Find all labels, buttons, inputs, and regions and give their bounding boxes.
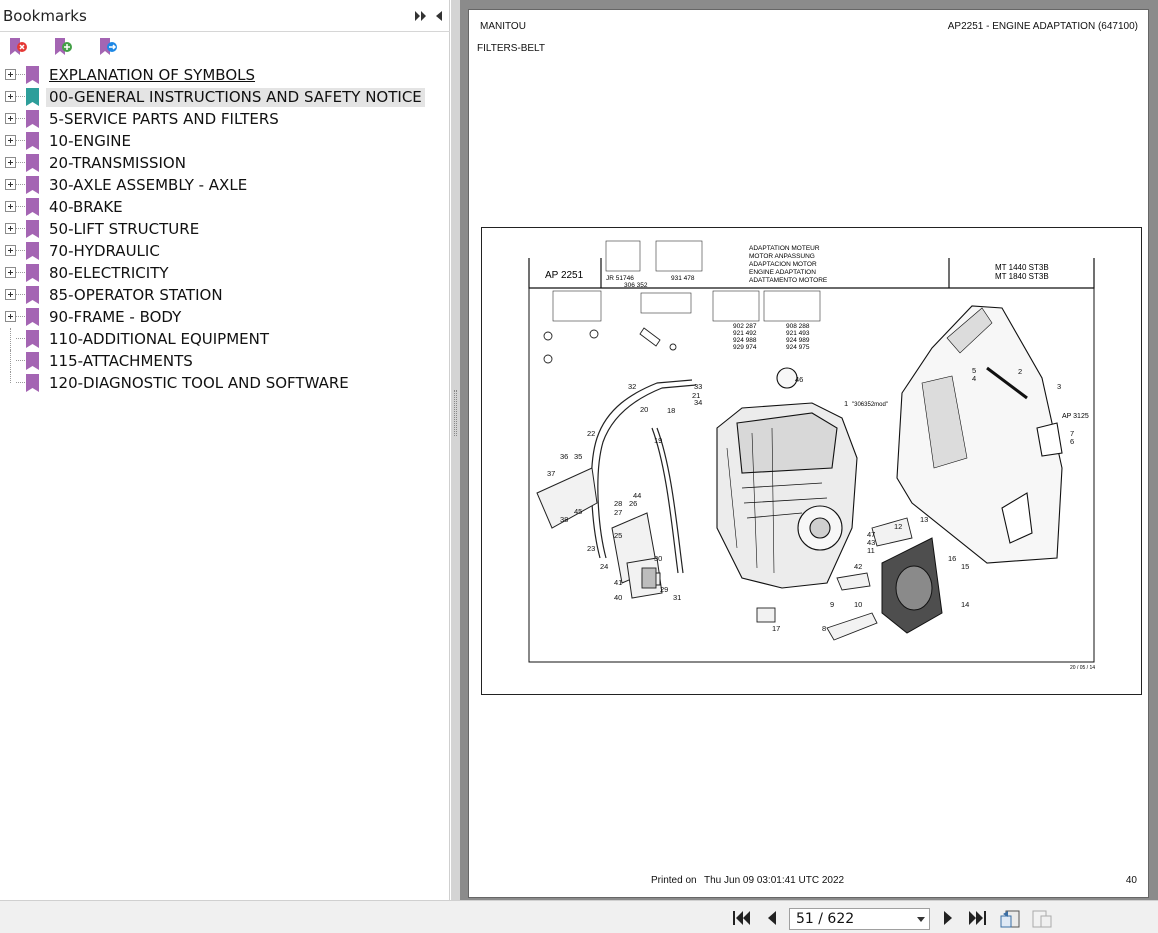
expand-panel-icon[interactable] xyxy=(414,8,428,24)
expand-icon[interactable] xyxy=(5,91,16,102)
last-page-icon[interactable] xyxy=(968,909,988,927)
callout-3: 3 xyxy=(1057,382,1062,391)
goto-bookmark-icon[interactable] xyxy=(97,36,119,58)
tree-line xyxy=(10,350,11,372)
callout-9: 9 xyxy=(830,600,835,609)
bookmark-label[interactable]: 20-TRANSMISSION xyxy=(49,154,186,172)
diagram-serial-b-2: 924 989 xyxy=(786,337,810,344)
diagram-title-3: ENGINE ADAPTATION xyxy=(749,269,816,276)
tree-line xyxy=(16,316,25,317)
bookmarks-toolbar xyxy=(0,33,450,61)
bookmark-item[interactable] xyxy=(0,240,450,262)
bookmark-label[interactable]: 50-LIFT STRUCTURE xyxy=(49,220,200,238)
callout-37: 37 xyxy=(547,469,556,478)
bookmark-item[interactable] xyxy=(0,108,450,130)
callout-18: 18 xyxy=(667,406,676,415)
tree-line xyxy=(16,206,25,207)
bookmark-item[interactable] xyxy=(0,174,450,196)
pdf-page xyxy=(468,9,1149,898)
diagram-serial-a-2: 924 988 xyxy=(733,337,757,344)
callout-47: 47 xyxy=(867,530,876,539)
bookmark-icon xyxy=(26,110,39,128)
bookmark-item[interactable] xyxy=(0,306,450,328)
callout-20: 20 xyxy=(640,405,649,414)
bookmark-item[interactable] xyxy=(0,262,450,284)
diagram-serials-b xyxy=(786,323,810,351)
callout-17: 17 xyxy=(772,624,781,633)
tree-line xyxy=(10,372,11,383)
document-viewer[interactable] xyxy=(460,0,1158,900)
diagram-title-0: ADAPTATION MOTEUR xyxy=(749,245,820,252)
diagram-titles xyxy=(749,245,828,284)
page-number: 40 xyxy=(1125,875,1137,886)
callout-27: 27 xyxy=(614,508,623,517)
diagram-serial-b-3: 924 975 xyxy=(786,344,810,351)
diagram-model-2: MT 1840 ST3B xyxy=(995,272,1049,281)
expand-icon[interactable] xyxy=(5,223,16,234)
tree-line xyxy=(16,382,25,383)
bookmark-item[interactable] xyxy=(0,218,450,240)
bookmark-item[interactable] xyxy=(0,328,450,350)
diagram-serial-a-0: 902 287 xyxy=(733,323,757,330)
expand-icon[interactable] xyxy=(5,135,16,146)
bookmarks-header xyxy=(0,0,450,32)
callout-31: 31 xyxy=(673,593,682,602)
bookmark-icon xyxy=(26,264,39,282)
bookmark-icon xyxy=(26,176,39,194)
diagram-serial-b-1: 921 493 xyxy=(786,330,810,337)
bookmark-item[interactable] xyxy=(0,152,450,174)
bookmark-icon xyxy=(26,242,39,260)
bookmark-icon xyxy=(26,132,39,150)
bookmarks-title: Bookmarks xyxy=(3,7,87,25)
bookmark-tree xyxy=(0,64,450,394)
printed-label: Printed on xyxy=(651,875,697,886)
tree-line xyxy=(16,228,25,229)
diagram-title-2: ADAPTACION MOTOR xyxy=(749,261,817,268)
callout-1: 1 xyxy=(844,399,849,408)
bookmark-label[interactable]: 00-GENERAL INSTRUCTIONS AND SAFETY NOTICE xyxy=(46,88,425,107)
page-indicator: 51 / 622 xyxy=(796,911,855,927)
bookmark-icon xyxy=(26,220,39,238)
callout-10: 10 xyxy=(854,600,863,609)
callout-32: 32 xyxy=(628,382,637,391)
bookmark-icon xyxy=(26,198,39,216)
callout-5: 5 xyxy=(972,366,977,375)
expand-icon[interactable] xyxy=(5,289,16,300)
tree-line xyxy=(16,360,25,361)
callout-42: 42 xyxy=(854,562,863,571)
callout-6: 6 xyxy=(1070,437,1075,446)
callout-26: 26 xyxy=(629,499,638,508)
diagram-title-block xyxy=(529,241,1094,289)
callout-44: 44 xyxy=(633,491,642,500)
collapse-panel-icon[interactable] xyxy=(432,8,446,24)
callout-23: 23 xyxy=(587,544,596,553)
tree-line xyxy=(16,338,25,339)
bookmark-label[interactable]: 85-OPERATOR STATION xyxy=(49,286,223,304)
callout-25: 25 xyxy=(614,531,623,540)
bookmark-label[interactable]: 115-ATTACHMENTS xyxy=(49,352,193,370)
diagram-serial-b-0: 908 288 xyxy=(786,323,810,330)
forward-view-icon[interactable] xyxy=(1031,909,1053,929)
callout-8: 8 xyxy=(822,624,827,633)
next-page-icon[interactable] xyxy=(938,909,958,927)
bookmark-label[interactable]: 110-ADDITIONAL EQUIPMENT xyxy=(49,330,270,348)
tree-line xyxy=(16,96,25,97)
bookmark-icon xyxy=(26,374,39,392)
callout-11: 11 xyxy=(867,546,875,555)
diagram-model-1: MT 1440 ST3B xyxy=(995,263,1049,272)
bookmark-label[interactable]: 5-SERVICE PARTS AND FILTERS xyxy=(49,110,279,128)
page-selector[interactable] xyxy=(789,908,930,930)
diagram-serial-a-1: 921 492 xyxy=(733,330,757,337)
diagram-part-ref: "306352mod" xyxy=(852,402,888,408)
bookmark-label[interactable]: EXPLANATION OF SYMBOLS xyxy=(49,66,256,84)
callout-14: 14 xyxy=(961,600,970,609)
bookmark-label[interactable]: 120-DIAGNOSTIC TOOL AND SOFTWARE xyxy=(49,374,349,392)
bookmark-item[interactable] xyxy=(0,284,450,306)
callout-12: 12 xyxy=(894,522,903,531)
bookmark-icon xyxy=(26,330,39,348)
diagram-date-code: 20 / 05 / 14 xyxy=(1070,665,1096,671)
bookmark-icon xyxy=(26,66,39,84)
diagram-serial-top: 931 478 xyxy=(671,275,695,282)
panel-splitter[interactable] xyxy=(451,0,460,900)
tree-line xyxy=(16,184,25,185)
callout-21: 21 xyxy=(692,391,701,400)
bookmark-item[interactable] xyxy=(0,64,450,86)
tree-line xyxy=(16,250,25,251)
bookmark-label[interactable]: 90-FRAME - BODY xyxy=(49,308,182,326)
clamp-details xyxy=(544,328,676,363)
callout-28: 28 xyxy=(614,499,623,508)
callout-30: 30 xyxy=(654,554,663,563)
diagram-type-ref: JR 51746 xyxy=(606,275,634,282)
callout-41: 41 xyxy=(614,578,623,587)
parts-diagram xyxy=(481,227,1142,695)
callout-36: 36 xyxy=(560,452,569,461)
callout-13: 13 xyxy=(920,515,929,524)
expand-icon[interactable] xyxy=(5,267,16,278)
page-section: FILTERS-BELT xyxy=(477,43,545,54)
page-header-title: AP2251 - ENGINE ADAPTATION (647100) xyxy=(947,21,1138,32)
callout-45: 45 xyxy=(574,507,583,516)
bookmark-icon xyxy=(26,286,39,304)
callout-24: 24 xyxy=(600,562,609,571)
callout-34: 34 xyxy=(694,398,703,407)
callout-33: 33 xyxy=(694,382,703,391)
bookmark-item[interactable] xyxy=(0,196,450,218)
callout-46: 46 xyxy=(795,375,804,384)
callout-40: 40 xyxy=(614,593,623,602)
bookmark-icon xyxy=(26,154,39,172)
tree-line xyxy=(16,272,25,273)
callout-35: 35 xyxy=(574,452,583,461)
engine-block xyxy=(717,368,857,588)
bookmark-item[interactable] xyxy=(0,130,450,152)
diagram-ref-code: 306 352 xyxy=(624,282,648,289)
tree-line xyxy=(10,328,11,350)
delete-bookmark-icon[interactable] xyxy=(7,36,29,58)
expand-icon[interactable] xyxy=(5,245,16,256)
callout-19: 19 xyxy=(654,436,663,445)
expand-icon[interactable] xyxy=(5,311,16,322)
callout-15: 15 xyxy=(961,562,970,571)
callout-2: 2 xyxy=(1018,367,1023,376)
tree-line xyxy=(16,294,25,295)
bookmark-label[interactable]: 30-AXLE ASSEMBLY - AXLE xyxy=(49,176,248,194)
diagram-ref-box: AP 2251 xyxy=(545,270,584,281)
page-brand: MANITOU xyxy=(480,21,526,32)
bookmark-label[interactable]: 40-BRAKE xyxy=(49,198,123,216)
expand-icon[interactable] xyxy=(5,69,16,80)
bookmark-label[interactable]: 10-ENGINE xyxy=(49,132,131,150)
callout-4: 4 xyxy=(972,374,977,383)
expand-icon[interactable] xyxy=(5,179,16,190)
previous-page-icon[interactable] xyxy=(762,909,782,927)
callout-16: 16 xyxy=(948,554,957,563)
printed-date: Thu Jun 09 03:01:41 UTC 2022 xyxy=(704,875,845,886)
bookmark-label[interactable]: 80-ELECTRICITY xyxy=(49,264,169,282)
first-page-icon[interactable] xyxy=(731,909,751,927)
diagram-cross-ref: AP 3125 xyxy=(1062,413,1089,420)
page-navigation-bar xyxy=(0,900,1158,933)
tree-line xyxy=(16,74,25,75)
callout-43: 43 xyxy=(867,538,876,547)
back-view-icon[interactable] xyxy=(999,909,1021,929)
bookmark-label[interactable]: 70-HYDRAULIC xyxy=(49,242,160,260)
chevron-down-icon[interactable] xyxy=(917,917,925,922)
add-bookmark-icon[interactable] xyxy=(52,36,74,58)
diagram-serial-a-3: 929 974 xyxy=(733,344,757,351)
bookmark-icon xyxy=(26,352,39,370)
diagram-serials-a xyxy=(733,323,757,351)
bookmarks-panel xyxy=(0,0,450,933)
callout-29: 29 xyxy=(660,585,669,594)
expand-icon[interactable] xyxy=(5,113,16,124)
callout-7: 7 xyxy=(1070,429,1075,438)
callout-22: 22 xyxy=(587,429,596,438)
splitter-grip[interactable] xyxy=(454,390,457,436)
expand-icon[interactable] xyxy=(5,201,16,212)
body-panel xyxy=(897,306,1062,563)
callout-38: 38 xyxy=(560,515,569,524)
bookmark-icon xyxy=(26,88,39,106)
expand-icon[interactable] xyxy=(5,157,16,168)
bookmark-item[interactable] xyxy=(0,350,450,372)
diagram-title-1: MOTOR ANPASSUNG xyxy=(749,253,815,260)
tree-line xyxy=(16,140,25,141)
bookmark-item[interactable] xyxy=(0,372,450,394)
tree-line xyxy=(16,118,25,119)
filter-plate xyxy=(882,538,942,633)
diagram-title-4: ADATTAMENTO MOTORE xyxy=(749,277,828,284)
bookmark-icon xyxy=(26,308,39,326)
tree-line xyxy=(16,162,25,163)
bookmark-item[interactable] xyxy=(0,86,450,108)
